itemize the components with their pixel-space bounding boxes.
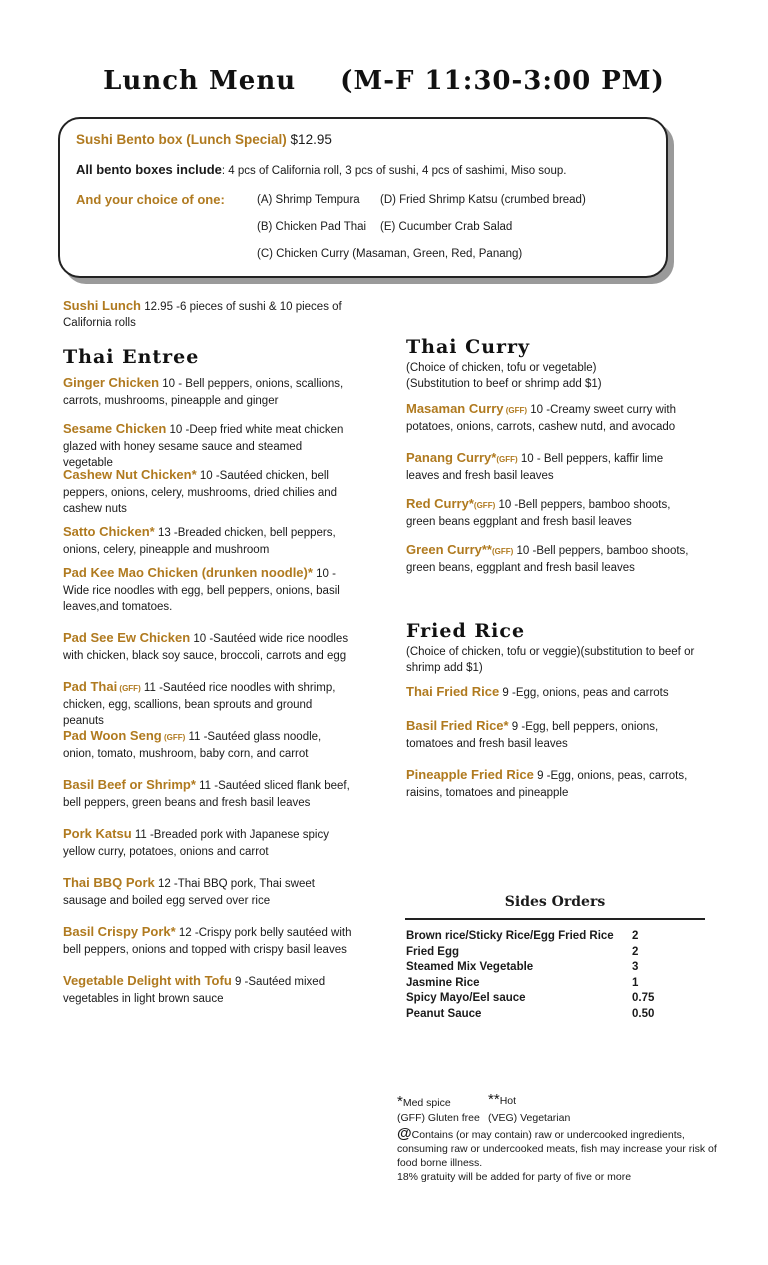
list-item bbox=[406, 767, 696, 801]
sides-table bbox=[406, 930, 706, 1023]
table-row bbox=[406, 930, 706, 946]
page-title bbox=[0, 66, 768, 96]
item-name: Pad Thai bbox=[63, 679, 118, 694]
item-gff: (GFF) bbox=[491, 547, 514, 556]
side-name: Fried Egg bbox=[406, 945, 460, 958]
item-desc: 10 -Deep fried white meat chicken glazed with honey sesame sauce and steamed vegetable bbox=[63, 424, 344, 469]
at-icon: @ bbox=[397, 1125, 412, 1142]
item-desc: 9 -Egg, onions, peas, carrots, raisins, tomatoes and pineapple bbox=[406, 770, 688, 799]
side-name: Spicy Mayo/Eel sauce bbox=[406, 992, 526, 1004]
list-item bbox=[406, 496, 696, 530]
legend-hot: Hot bbox=[499, 1095, 517, 1107]
side-price: 2 bbox=[632, 945, 639, 958]
thai-curry-note-1: (Choice of chicken, tofu or vegetable) bbox=[406, 362, 597, 374]
item-name: Pad Woon Seng bbox=[63, 728, 162, 743]
title-hours: (M-F 11:30-3:00 PM) bbox=[340, 66, 665, 96]
raw-warning-text: Contains (or may contain) raw or undercooked ingredients, consuming raw or undercooked meats, fish may increase your risk of food borne illness. bbox=[397, 1129, 717, 1169]
list-item bbox=[63, 467, 353, 517]
legend-med-spice: Med spice bbox=[402, 1097, 451, 1109]
item-desc: 12.95 -6 pieces of sushi & 10 pieces of California rolls bbox=[63, 301, 342, 329]
item-desc: 11 -Breaded pork with Japanese spicy yellow curry, potatoes, onions and carrot bbox=[63, 829, 329, 858]
bento-choice-colon: : bbox=[220, 192, 225, 207]
item-desc: 11 -Sautéed glass noodle, onion, tomato, mushroom, baby corn, and carrot bbox=[63, 731, 322, 760]
item-name: Ginger Chicken bbox=[63, 375, 160, 390]
item-desc: 10 - Wide rice noodles with egg, bell peppers, onions, basil leaves,and tomatoes. bbox=[63, 568, 340, 613]
item-name: Cashew Nut Chicken* bbox=[63, 467, 197, 482]
item-name: Sushi Lunch bbox=[63, 298, 141, 313]
item-name: Red Curry* bbox=[406, 496, 474, 511]
item-name: Pineapple Fried Rice bbox=[406, 767, 534, 782]
legend-star: * bbox=[397, 1093, 403, 1110]
bento-option-e: (E) Cucumber Crab Salad bbox=[380, 221, 513, 233]
item-desc: 10 -Sautéed wide rice noodles with chicken, black soy sauce, broccoli, carrots and egg bbox=[63, 633, 349, 662]
fried-rice-note: (Choice of chicken, tofu or veggie)(substitution to beef or shrimp add $1) bbox=[406, 646, 695, 674]
list-item bbox=[63, 421, 353, 471]
item-desc: 10 -Sautéed chicken, bell peppers, onions, celery, mushrooms, dried chilies and cashew nuts bbox=[63, 470, 338, 515]
list-item bbox=[406, 450, 696, 484]
table-row bbox=[406, 961, 706, 977]
item-desc: 9 -Egg, bell peppers, onions, tomatoes and fresh basil leaves bbox=[406, 721, 659, 750]
item-name: Pork Katsu bbox=[63, 826, 132, 841]
table-row bbox=[406, 977, 706, 993]
sides-heading: Sides Orders bbox=[504, 894, 606, 910]
bento-includes-text: : 4 pcs of California roll, 3 pcs of sushi, 4 pcs of sashimi, Miso soup. bbox=[221, 165, 567, 177]
thai-curry-note-2: (Substitution to beef or shrimp add $1) bbox=[406, 378, 602, 390]
bento-includes bbox=[76, 162, 566, 177]
item-desc: 9 -Sautéed mixed vegetables in light brown sauce bbox=[63, 976, 326, 1005]
bento-option-a: (A) Shrimp Tempura bbox=[257, 194, 360, 206]
title-lunch-menu: Lunch Menu bbox=[103, 66, 297, 96]
bento-header bbox=[76, 132, 332, 147]
bento-option-d: (D) Fried Shrimp Katsu (crumbed bread) bbox=[380, 194, 586, 206]
item-gff: (GFF) bbox=[161, 733, 186, 742]
list-item bbox=[63, 728, 353, 762]
item-name: Pad Kee Mao Chicken (drunken noodle)* bbox=[63, 565, 313, 580]
side-name: Jasmine Rice bbox=[406, 976, 480, 989]
bento-choice-label bbox=[76, 192, 225, 207]
item-name: Basil Crispy Pork* bbox=[63, 924, 176, 939]
list-item bbox=[63, 826, 353, 860]
legend-gff: (GFF) Gluten free bbox=[397, 1112, 480, 1124]
item-gff: (GFF) bbox=[117, 684, 141, 693]
item-name: Basil Fried Rice* bbox=[406, 718, 509, 733]
bento-price: $12.95 bbox=[290, 132, 332, 147]
side-name: Steamed Mix Vegetable bbox=[406, 961, 534, 973]
list-item bbox=[63, 375, 353, 409]
item-desc: 13 -Breaded chicken, bell peppers, onions, celery, pineapple and mushroom bbox=[63, 527, 336, 556]
item-gff: (GFF) bbox=[503, 406, 528, 415]
list-item bbox=[63, 630, 353, 664]
bento-box-panel bbox=[58, 117, 668, 278]
legend-veg: (VEG) Vegetarian bbox=[488, 1112, 571, 1124]
item-desc: 11 -Sautéed rice noodles with shrimp, chicken, egg, scallions, bean sprouts and ground peanuts bbox=[63, 682, 336, 727]
list-item bbox=[63, 524, 353, 558]
thai-curry-heading: Thai Curry bbox=[406, 336, 531, 358]
item-gff: (GFF) bbox=[496, 455, 518, 464]
item-name: Basil Beef or Shrimp* bbox=[63, 777, 196, 792]
menu-notes bbox=[397, 1091, 727, 1184]
sides-divider bbox=[405, 918, 705, 920]
list-item bbox=[406, 718, 696, 752]
fried-rice-heading: Fried Rice bbox=[406, 620, 526, 642]
list-item bbox=[63, 777, 353, 811]
table-row bbox=[406, 992, 706, 1008]
bento-option-b: (B) Chicken Pad Thai bbox=[257, 221, 367, 233]
list-item bbox=[63, 973, 353, 1007]
gratuity-note: 18% gratuity will be added for party of five or more bbox=[397, 1171, 632, 1183]
list-item bbox=[406, 684, 696, 702]
side-price: 2 bbox=[632, 930, 639, 942]
side-name: Brown rice/Sticky Rice/Egg Fried Rice bbox=[406, 930, 614, 942]
item-name: Panang Curry* bbox=[406, 450, 497, 465]
legend-raw-warning bbox=[397, 1127, 727, 1170]
item-gff: (GFF) bbox=[473, 501, 496, 510]
sushi-lunch-item bbox=[63, 298, 353, 331]
item-name: Sesame Chicken bbox=[63, 421, 167, 436]
item-desc: 12 -Thai BBQ pork, Thai sweet sausage and boiled egg served over rice bbox=[63, 878, 315, 907]
item-desc: 10 -Bell peppers, bamboo shoots, green beans, eggplant and fresh basil leaves bbox=[406, 545, 689, 574]
table-row bbox=[406, 1008, 706, 1024]
item-desc: 12 -Crispy pork belly sautéed with bell peppers, onions and topped with crispy basil leaves bbox=[63, 927, 352, 956]
item-name: Thai BBQ Pork bbox=[63, 875, 155, 890]
list-item bbox=[406, 542, 696, 576]
item-desc: 10 -Creamy sweet curry with potatoes, onions, carrots, cashew nutd, and avocado bbox=[406, 404, 676, 433]
bento-includes-label: All bento boxes include bbox=[76, 162, 222, 177]
legend-double-star: ** bbox=[488, 1091, 500, 1108]
bento-choice-text: And your choice of one bbox=[76, 192, 221, 207]
item-name: Green Curry** bbox=[406, 542, 492, 557]
side-name: Peanut Sauce bbox=[406, 1007, 482, 1020]
list-item bbox=[63, 875, 353, 909]
item-name: Satto Chicken* bbox=[63, 524, 155, 539]
item-desc: 10 -Bell peppers, bamboo shoots, green beans eggplant and fresh basil leaves bbox=[406, 499, 671, 528]
bento-option-c: (C) Chicken Curry (Masaman, Green, Red, Panang) bbox=[257, 248, 523, 260]
item-desc: 10 - Bell peppers, onions, scallions, carrots, mushrooms, pineapple and ginger bbox=[63, 378, 344, 407]
thai-entree-heading: Thai Entree bbox=[63, 346, 200, 368]
side-price: 1 bbox=[632, 976, 639, 989]
list-item bbox=[406, 401, 696, 435]
item-name: Thai Fried Rice bbox=[406, 684, 500, 699]
item-name: Vegetable Delight with Tofu bbox=[63, 973, 232, 988]
table-row bbox=[406, 946, 706, 962]
list-item bbox=[63, 565, 353, 615]
item-desc: 10 - Bell peppers, kaffir lime leaves and fresh basil leaves bbox=[406, 453, 664, 482]
side-price: 0.50 bbox=[632, 1007, 655, 1020]
legend-diet-row bbox=[397, 1111, 727, 1127]
side-price: 3 bbox=[632, 961, 639, 973]
legend-spice-row bbox=[397, 1091, 727, 1111]
bento-name: Sushi Bento box (Lunch Special) bbox=[76, 132, 287, 147]
item-desc: 9 -Egg, onions, peas and carrots bbox=[499, 687, 669, 699]
list-item bbox=[63, 924, 353, 958]
item-desc: 11 -Sautéed sliced flank beef, bell peppers, green beans and fresh basil leaves bbox=[63, 780, 350, 809]
list-item bbox=[63, 679, 353, 729]
item-name: Masaman Curry bbox=[406, 401, 504, 416]
side-price: 0.75 bbox=[632, 992, 655, 1004]
item-name: Pad See Ew Chicken bbox=[63, 630, 191, 645]
